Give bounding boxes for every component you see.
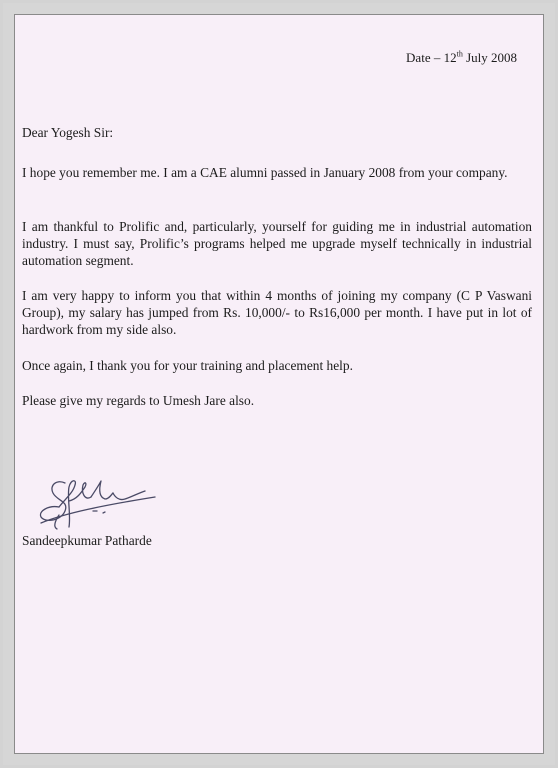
date-ordinal: th <box>456 49 463 59</box>
date-prefix: Date – 12 <box>406 50 457 65</box>
paragraph-2: I am thankful to Prolific and, particularly, yourself for guiding me in industrial automation industry. I must say, Prolific’s programs helped me upgrade myself technically in industrial automation segment. <box>22 219 532 268</box>
salutation: Dear Yogesh Sir: <box>22 125 114 140</box>
document-frame <box>3 3 555 765</box>
letter-date <box>406 50 517 66</box>
paragraph-4: Once again, I thank you for your training and placement help. <box>22 358 353 373</box>
date-suffix: July 2008 <box>462 50 517 65</box>
paragraph-3: I am very happy to inform you that within 4 months of joining my company (C P Vaswani Group), my salary has jumped from Rs. 10,000/- to Rs16,000 per month. I have put in lot of hardwork from my side also. <box>22 288 532 337</box>
signer-name: Sandeepkumar Patharde <box>22 533 152 548</box>
letter-page <box>14 14 544 754</box>
handwritten-signature <box>35 471 165 541</box>
paragraph-5: Please give my regards to Umesh Jare also. <box>22 393 255 408</box>
paragraph-1: I hope you remember me. I am a CAE alumni passed in January 2008 from your company. <box>22 165 508 180</box>
